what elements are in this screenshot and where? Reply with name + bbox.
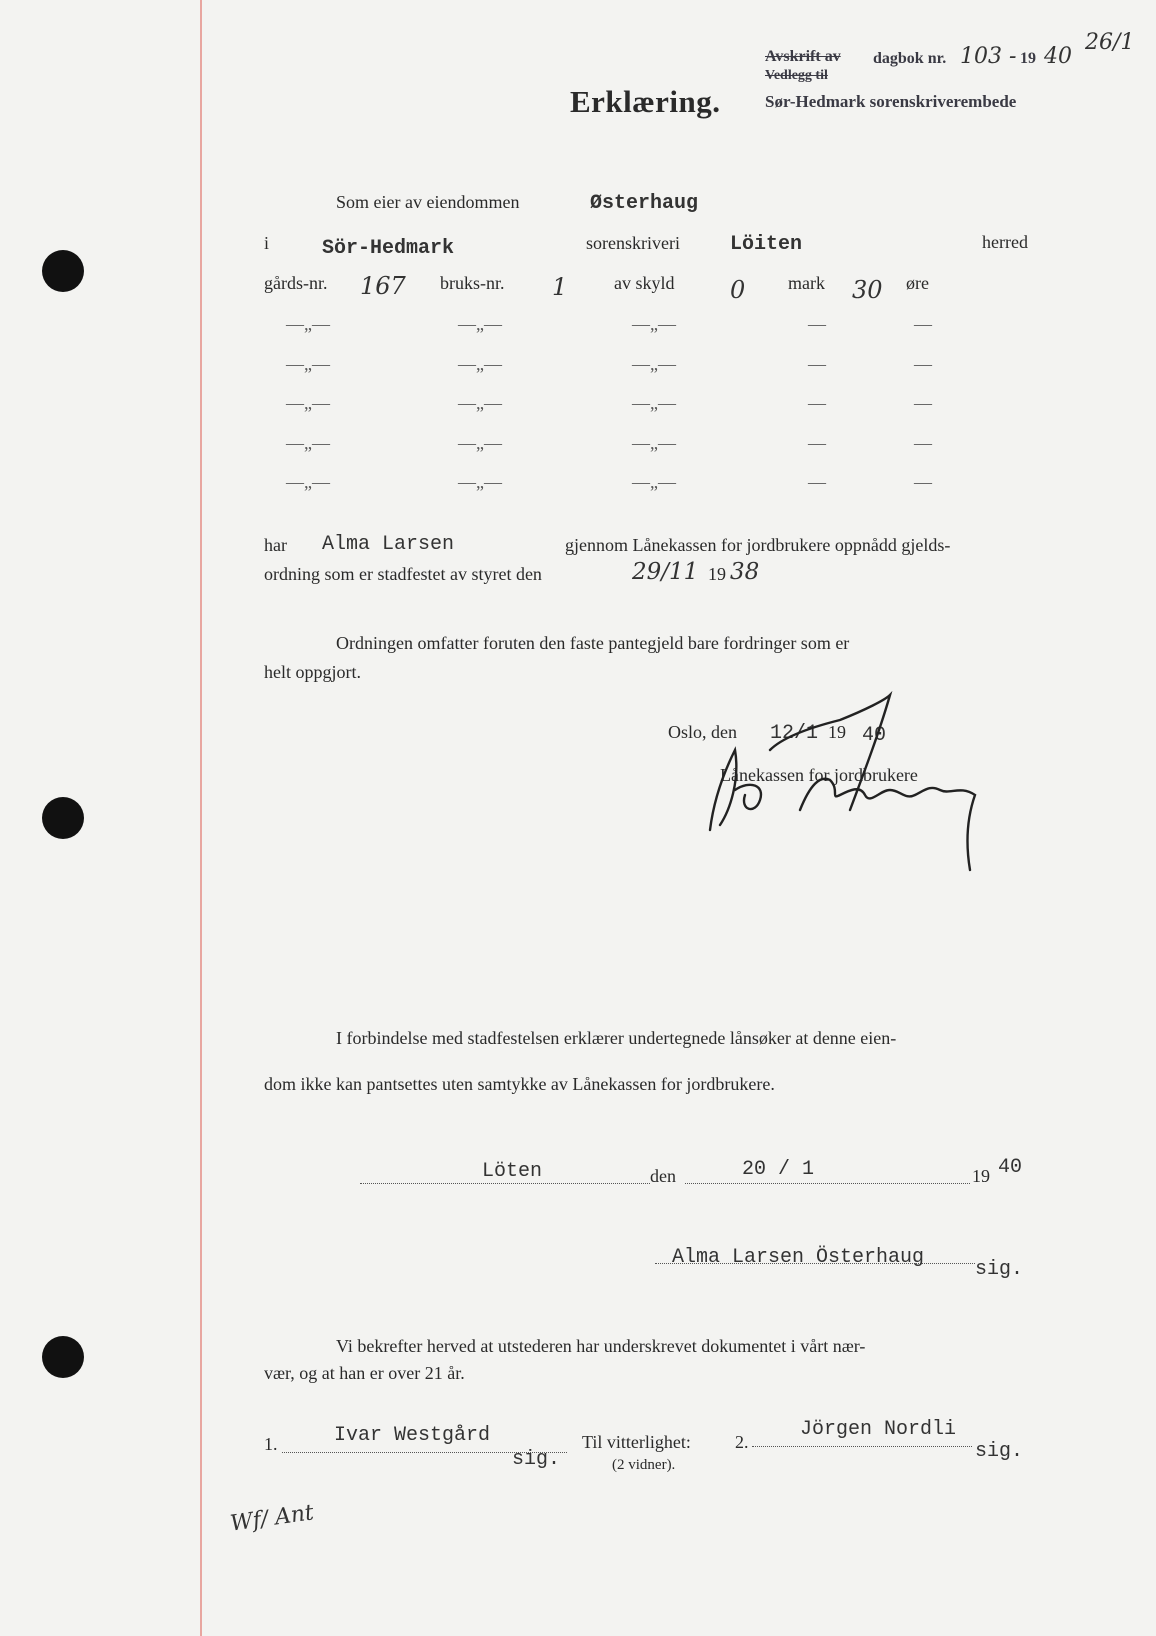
mark-label: mark bbox=[788, 273, 825, 293]
dash-mark: — bbox=[914, 472, 932, 492]
ditto-mark: —„— bbox=[632, 354, 676, 374]
ore-label: øre bbox=[906, 273, 929, 293]
witness-line1: Vi bekrefter herved at utstederen har underskrevet dokumentet i vårt nær- bbox=[336, 1336, 866, 1356]
signer-sig-label: sig. bbox=[975, 1258, 1024, 1281]
skyld-value: 0 bbox=[730, 276, 746, 304]
issuer-year-printed: 19 bbox=[828, 722, 846, 742]
witness-note: (2 vidner). bbox=[612, 1457, 676, 1473]
decision-year-printed: 19 bbox=[708, 564, 726, 584]
declaration-line1: I forbindelse med stadfestelsen erklærer undertegnede lånsøker at denne eien- bbox=[336, 1028, 897, 1048]
stamp-year-hand: 40 bbox=[1044, 44, 1072, 69]
dash-mark: — bbox=[914, 354, 932, 374]
punch-hole bbox=[42, 250, 84, 292]
dagbok-number: 103 - bbox=[960, 44, 1017, 69]
label-i: i bbox=[264, 233, 270, 253]
declaration-year: 40 bbox=[998, 1156, 1023, 1179]
witness2-line bbox=[752, 1446, 972, 1447]
declaration-year-printed: 19 bbox=[972, 1166, 990, 1186]
ditto-mark: —„— bbox=[458, 472, 502, 492]
label-har: har bbox=[264, 535, 287, 555]
witness-num2: 2. bbox=[735, 1432, 749, 1452]
stamp-avskrift: Avskrift av bbox=[765, 48, 841, 65]
place-line bbox=[360, 1183, 650, 1184]
district-name: Sör-Hedmark bbox=[322, 237, 455, 260]
dash-mark: — bbox=[808, 472, 826, 492]
label-den: den bbox=[650, 1166, 676, 1186]
dash-mark: — bbox=[808, 433, 826, 453]
debtor-name: Alma Larsen bbox=[322, 533, 455, 556]
page-title: Erklæring. bbox=[570, 84, 721, 119]
margin-rule bbox=[200, 0, 202, 1636]
property-name: Østerhaug bbox=[590, 192, 699, 215]
body-line2: ordning som er stadfestet av styret den bbox=[264, 564, 542, 584]
declaration-signer: Alma Larsen Österhaug bbox=[672, 1246, 925, 1269]
bruks-label: bruks-nr. bbox=[440, 273, 505, 293]
decision-date: 29/11 bbox=[632, 559, 699, 585]
para2-line1: Ordningen omfatter foruten den faste pantegjeld bare fordringer som er bbox=[336, 633, 850, 653]
stamp-date-hand: 26/1 bbox=[1085, 30, 1135, 55]
skyld-label: av skyld bbox=[614, 273, 675, 293]
ditto-mark: —„— bbox=[458, 354, 502, 374]
dash-mark: — bbox=[914, 433, 932, 453]
dash-mark: — bbox=[808, 393, 826, 413]
til-vitterlighet: Til vitterlighet: bbox=[582, 1432, 691, 1452]
dash-mark: — bbox=[808, 354, 826, 374]
owner-label: Som eier av eiendommen bbox=[336, 192, 520, 212]
ditto-mark: —„— bbox=[286, 354, 330, 374]
decision-year: 38 bbox=[730, 559, 760, 585]
date-line bbox=[685, 1183, 970, 1184]
declaration-place: Löten bbox=[482, 1160, 543, 1183]
gards-number: 167 bbox=[360, 272, 406, 300]
stamp-year-printed: 19 bbox=[1020, 50, 1036, 67]
gards-label: gårds-nr. bbox=[264, 273, 328, 293]
ditto-mark: —„— bbox=[286, 393, 330, 413]
ditto-mark: —„— bbox=[632, 472, 676, 492]
issuer-date: 12/1 bbox=[770, 722, 819, 745]
witness1-sig: sig. bbox=[512, 1448, 561, 1471]
issuer-org: Lånekassen for jordbrukere bbox=[720, 765, 918, 785]
dash-mark: — bbox=[914, 393, 932, 413]
punch-hole bbox=[42, 797, 84, 839]
witness-num1: 1. bbox=[264, 1434, 278, 1454]
mark-value: 30 bbox=[852, 276, 883, 304]
ditto-mark: —„— bbox=[632, 314, 676, 334]
herred-label: herred bbox=[982, 232, 1028, 252]
dash-mark: — bbox=[808, 314, 826, 334]
ditto-mark: —„— bbox=[632, 433, 676, 453]
ditto-mark: —„— bbox=[286, 472, 330, 492]
witness2-name: Jörgen Nordli bbox=[800, 1418, 957, 1441]
ditto-mark: —„— bbox=[286, 314, 330, 334]
ditto-mark: —„— bbox=[632, 393, 676, 413]
declaration-date: 20 / 1 bbox=[742, 1158, 815, 1181]
dash-mark: — bbox=[914, 314, 932, 334]
ditto-mark: —„— bbox=[458, 393, 502, 413]
body-line1: gjennom Lånekassen for jordbrukere oppnådd gjelds- bbox=[565, 535, 951, 555]
witness-line2: vær, og at han er over 21 år. bbox=[264, 1363, 465, 1383]
witness2-sig: sig. bbox=[975, 1440, 1024, 1463]
sorenskriveri-label: sorenskriveri bbox=[586, 233, 680, 253]
witness1-name: Ivar Westgård bbox=[334, 1424, 491, 1447]
punch-hole bbox=[42, 1336, 84, 1378]
stamp-vedlegg: Vedlegg til bbox=[765, 68, 828, 83]
initials-handwritten: Wf/ Ant bbox=[228, 1500, 316, 1537]
issuer-year: 40 bbox=[862, 724, 887, 747]
stamp-court: Sør-Hedmark sorenskriverembede bbox=[765, 92, 1017, 111]
herred-name: Löiten bbox=[730, 233, 803, 256]
ditto-mark: —„— bbox=[458, 314, 502, 334]
bruks-number: 1 bbox=[552, 273, 568, 301]
para2-line2: helt oppgjort. bbox=[264, 662, 361, 682]
issuer-signature bbox=[690, 690, 1010, 880]
issuer-place: Oslo, den bbox=[668, 722, 737, 742]
stamp-dagbok-label: dagbok nr. bbox=[873, 50, 947, 67]
ditto-mark: —„— bbox=[458, 433, 502, 453]
declaration-line2: dom ikke kan pantsettes uten samtykke av Lånekassen for jordbrukere. bbox=[264, 1074, 775, 1094]
ditto-mark: —„— bbox=[286, 433, 330, 453]
